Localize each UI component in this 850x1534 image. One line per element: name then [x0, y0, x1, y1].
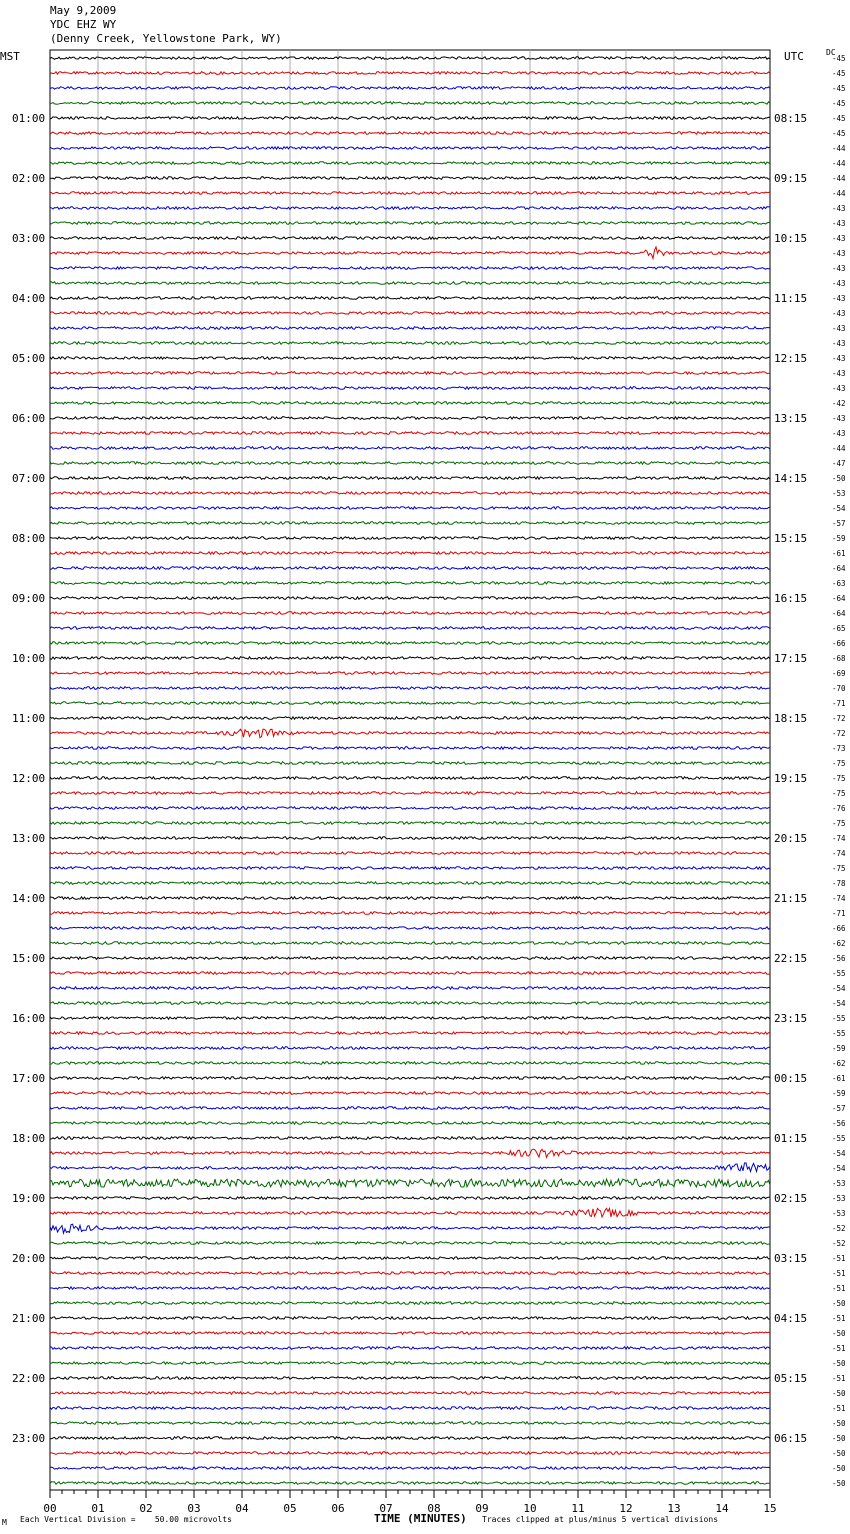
dc-offset-label: -51 — [832, 1314, 846, 1323]
x-tick-label: 03 — [187, 1502, 201, 1515]
hour-label-right: 12:15 — [774, 352, 808, 365]
dc-offset-header: DC — [826, 48, 836, 57]
dc-offset-label: -57 — [832, 519, 846, 528]
dc-offset-label: -50 — [832, 1329, 846, 1338]
dc-offset-label: -71 — [832, 909, 846, 918]
trace-row — [50, 1392, 770, 1395]
trace-row — [50, 657, 770, 660]
dc-offset-label: -78 — [832, 879, 846, 888]
hour-label-right: 17:15 — [774, 652, 808, 665]
trace-row — [50, 492, 770, 495]
trace-row — [50, 207, 770, 210]
trace-row — [50, 342, 770, 345]
dc-offset-label: -42 — [832, 399, 846, 408]
trace-row — [50, 1347, 770, 1350]
corner-mark: M — [2, 1518, 7, 1527]
x-tick-label: 05 — [283, 1502, 297, 1515]
dc-offset-label: -62 — [832, 1059, 846, 1068]
dc-offset-label: -44 — [832, 444, 846, 453]
dc-offset-label: -75 — [832, 819, 846, 828]
trace-row — [50, 927, 770, 930]
dc-offset-label: -63 — [832, 579, 846, 588]
dc-offset-label: -44 — [832, 174, 846, 183]
dc-offset-label: -75 — [832, 759, 846, 768]
minute-grid — [50, 50, 770, 1490]
hour-label-left: 09:00 — [12, 592, 46, 605]
dc-offset-label: -43 — [832, 354, 846, 363]
dc-offset-label: -59 — [832, 1089, 846, 1098]
x-tick-label: 02 — [139, 1502, 153, 1515]
dc-offset-label: -50 — [832, 1434, 846, 1443]
trace-row — [50, 1257, 770, 1260]
dc-offset-label: -43 — [832, 294, 846, 303]
hour-label-left: 03:00 — [12, 232, 46, 245]
trace-row — [50, 987, 770, 990]
dc-offset-label: -64 — [832, 564, 846, 573]
hour-label-left: 15:00 — [12, 952, 46, 965]
trace-row — [50, 837, 770, 840]
hour-label-right: 10:15 — [774, 232, 808, 245]
dc-offset-label: -74 — [832, 894, 846, 903]
hour-label-right: 21:15 — [774, 892, 808, 905]
trace-row — [50, 417, 770, 420]
x-tick-label: 09 — [475, 1502, 489, 1515]
dc-offset-label: -75 — [832, 789, 846, 798]
dc-offset-label: -50 — [832, 1479, 846, 1488]
dc-offset-label: -55 — [832, 1014, 846, 1023]
trace-row — [50, 687, 770, 690]
trace-row — [50, 247, 770, 259]
trace-row — [50, 882, 770, 885]
hour-label-right: 22:15 — [774, 952, 808, 965]
hour-label-right: 20:15 — [774, 832, 808, 845]
x-tick-label: 06 — [331, 1502, 345, 1515]
dc-offset-label: -70 — [832, 684, 846, 693]
hour-label-left: 23:00 — [12, 1432, 46, 1445]
dc-offset-label: -61 — [832, 549, 846, 558]
hour-label-left: 12:00 — [12, 772, 46, 785]
trace-row — [50, 72, 770, 75]
trace-row — [50, 567, 770, 570]
dc-offset-label: -54 — [832, 1164, 846, 1173]
trace-row — [50, 387, 770, 390]
trace-row — [50, 1317, 770, 1320]
trace-row — [50, 522, 770, 525]
trace-row — [50, 447, 770, 450]
trace-row — [50, 357, 770, 360]
trace-row — [50, 1107, 770, 1110]
dc-offset-label: -43 — [832, 429, 846, 438]
trace-row — [50, 612, 770, 615]
dc-offset-label: -57 — [832, 1104, 846, 1113]
trace-row — [50, 1302, 770, 1305]
hour-label-left: 02:00 — [12, 172, 46, 185]
hour-label-right: 01:15 — [774, 1132, 808, 1145]
dc-offset-label: -65 — [832, 624, 846, 633]
dc-offset-label: -75 — [832, 774, 846, 783]
x-axis-title: TIME (MINUTES) — [374, 1512, 467, 1525]
station-label: YDC EHZ WY — [50, 18, 117, 31]
dc-offset-label: -62 — [832, 939, 846, 948]
dc-offset-label: -59 — [832, 534, 846, 543]
trace-row — [50, 192, 770, 195]
hour-label-left: 18:00 — [12, 1132, 46, 1145]
dc-offset-label: -53 — [832, 1209, 846, 1218]
dc-offset-label: -50 — [832, 1299, 846, 1308]
dc-offset-label: -44 — [832, 159, 846, 168]
dc-offset-label: -45 — [832, 99, 846, 108]
dc-offset-label: -51 — [832, 1404, 846, 1413]
trace-row — [50, 1047, 770, 1050]
dc-offset-label: -53 — [832, 1194, 846, 1203]
trace-row — [50, 162, 770, 165]
trace-row — [50, 1149, 770, 1157]
trace-row — [50, 1032, 770, 1035]
trace-row — [50, 87, 770, 90]
dc-offset-label: -75 — [832, 864, 846, 873]
dc-offset-label: -50 — [832, 1389, 846, 1398]
hour-label-left: 14:00 — [12, 892, 46, 905]
dc-offset-label: -52 — [832, 1224, 846, 1233]
hour-label-left: 21:00 — [12, 1312, 46, 1325]
dc-offset-label: -69 — [832, 669, 846, 678]
trace-row — [50, 132, 770, 135]
trace-row — [50, 237, 770, 240]
trace-row — [50, 822, 770, 825]
hour-label-left: 05:00 — [12, 352, 46, 365]
trace-row — [50, 627, 770, 630]
dc-offset-label: -51 — [832, 1254, 846, 1263]
dc-offset-label: -43 — [832, 219, 846, 228]
dc-offset-label: -73 — [832, 744, 846, 753]
clip-note: Traces clipped at plus/minus 5 vertical divisions — [482, 1515, 719, 1524]
trace-row — [50, 702, 770, 705]
hour-label-left: 04:00 — [12, 292, 46, 305]
dc-offset-label: -43 — [832, 264, 846, 273]
hour-label-right: 06:15 — [774, 1432, 808, 1445]
dc-offset-label: -43 — [832, 309, 846, 318]
trace-row — [50, 582, 770, 585]
trace-row — [50, 297, 770, 300]
dc-offset-label: -66 — [832, 639, 846, 648]
trace-row — [50, 1137, 770, 1140]
x-tick-label: 11 — [571, 1502, 585, 1515]
dc-offset-label: -74 — [832, 849, 846, 858]
x-tick-label: 04 — [235, 1502, 249, 1515]
dc-offset-label: -43 — [832, 339, 846, 348]
trace-row — [50, 552, 770, 555]
trace-row — [50, 729, 770, 738]
dc-offset-label: -55 — [832, 1029, 846, 1038]
dc-offset-label: -50 — [832, 1449, 846, 1458]
dc-offset-label: -55 — [832, 969, 846, 978]
trace-row — [50, 327, 770, 330]
hour-label-right: 18:15 — [774, 712, 808, 725]
hour-label-left: 10:00 — [12, 652, 46, 665]
dc-offset-label: -43 — [832, 384, 846, 393]
x-tick-label: 01 — [91, 1502, 105, 1515]
trace-row — [50, 1362, 770, 1365]
x-tick-label: 12 — [619, 1502, 633, 1515]
trace-row — [50, 177, 770, 180]
trace-row — [50, 1092, 770, 1095]
trace-row — [50, 867, 770, 870]
trace-row — [50, 972, 770, 975]
hour-label-left: 11:00 — [12, 712, 46, 725]
trace-row — [50, 672, 770, 675]
hour-label-left: 19:00 — [12, 1192, 46, 1205]
hour-label-left: 06:00 — [12, 412, 46, 425]
trace-row — [50, 1002, 770, 1005]
dc-offset-label: -45 — [832, 114, 846, 123]
trace-row — [50, 597, 770, 600]
date-label: May 9,2009 — [50, 4, 117, 17]
plot-frame — [50, 50, 770, 1490]
dc-offset-label: -56 — [832, 954, 846, 963]
scale-note: Each Vertical Division = 50.00 microvolts — [20, 1515, 232, 1524]
dc-offset-label: -51 — [832, 1269, 846, 1278]
hour-label-right: 13:15 — [774, 412, 808, 425]
hour-label-right: 23:15 — [774, 1012, 808, 1025]
hour-label-right: 00:15 — [774, 1072, 808, 1085]
dc-offset-label: -44 — [832, 144, 846, 153]
trace-row — [50, 1122, 770, 1125]
hour-label-left: 22:00 — [12, 1372, 46, 1385]
hour-label-right: 14:15 — [774, 472, 808, 485]
trace-row — [50, 897, 770, 900]
trace-group — [50, 57, 770, 1485]
dc-offset-label: -54 — [832, 984, 846, 993]
trace-row — [50, 1017, 770, 1020]
right-timezone-label: UTC — [784, 50, 804, 63]
dc-offset-label: -43 — [832, 369, 846, 378]
dc-offset-label: -43 — [832, 324, 846, 333]
dc-offset-label: -50 — [832, 1419, 846, 1428]
hour-label-right: 11:15 — [774, 292, 808, 305]
trace-row — [50, 1077, 770, 1080]
hour-label-right: 02:15 — [774, 1192, 808, 1205]
hour-label-left: 07:00 — [12, 472, 46, 485]
dc-offset-label: -51 — [832, 1344, 846, 1353]
x-tick-label: 15 — [763, 1502, 777, 1515]
hour-label-right: 03:15 — [774, 1252, 808, 1265]
label-group — [12, 54, 846, 1515]
trace-row — [50, 312, 770, 315]
trace-row — [50, 957, 770, 960]
trace-row — [50, 117, 770, 120]
dc-offset-label: -45 — [832, 129, 846, 138]
trace-row — [50, 1163, 770, 1172]
dc-offset-label: -68 — [832, 654, 846, 663]
dc-offset-label: -45 — [832, 69, 846, 78]
dc-offset-label: -54 — [832, 1149, 846, 1158]
dc-offset-label: -51 — [832, 1284, 846, 1293]
trace-row — [50, 282, 770, 285]
hour-label-right: 15:15 — [774, 532, 808, 545]
dc-offset-label: -53 — [832, 1179, 846, 1188]
hour-label-left: 01:00 — [12, 112, 46, 125]
trace-row — [50, 147, 770, 150]
trace-row — [50, 222, 770, 225]
trace-row — [50, 1287, 770, 1290]
dc-offset-label: -43 — [832, 234, 846, 243]
dc-offset-label: -44 — [832, 189, 846, 198]
hour-label-left: 17:00 — [12, 1072, 46, 1085]
trace-row — [50, 1422, 770, 1425]
hour-label-right: 09:15 — [774, 172, 808, 185]
x-tick-label: 10 — [523, 1502, 537, 1515]
dc-offset-label: -59 — [832, 1044, 846, 1053]
dc-offset-label: -64 — [832, 609, 846, 618]
dc-offset-label: -53 — [832, 489, 846, 498]
trace-row — [50, 372, 770, 375]
dc-offset-label: -45 — [832, 54, 846, 63]
dc-offset-label: -43 — [832, 279, 846, 288]
dc-offset-label: -74 — [832, 834, 846, 843]
trace-row — [50, 102, 770, 105]
dc-offset-label: -52 — [832, 1239, 846, 1248]
dc-offset-label: -76 — [832, 804, 846, 813]
dc-offset-label: -51 — [832, 1374, 846, 1383]
trace-row — [50, 477, 770, 480]
x-tick-label: 07 — [379, 1502, 393, 1515]
trace-row — [50, 1437, 770, 1440]
x-tick-label: 13 — [667, 1502, 681, 1515]
x-tick-label: 00 — [43, 1502, 57, 1515]
trace-row — [50, 807, 770, 810]
dc-offset-label: -72 — [832, 729, 846, 738]
dc-offset-label: -64 — [832, 594, 846, 603]
trace-row — [50, 642, 770, 645]
trace-row — [50, 912, 770, 915]
hour-label-right: 05:15 — [774, 1372, 808, 1385]
trace-row — [50, 1272, 770, 1275]
dc-offset-label: -54 — [832, 999, 846, 1008]
dc-offset-label: -61 — [832, 1074, 846, 1083]
hour-label-left: 08:00 — [12, 532, 46, 545]
trace-row — [50, 537, 770, 540]
trace-row — [50, 1197, 770, 1200]
trace-row — [50, 1208, 770, 1217]
dc-offset-label: -50 — [832, 1464, 846, 1473]
dc-offset-label: -45 — [832, 84, 846, 93]
hour-label-right: 08:15 — [774, 112, 808, 125]
trace-row — [50, 267, 770, 270]
trace-row — [50, 1407, 770, 1410]
trace-row — [50, 1332, 770, 1335]
trace-row — [50, 402, 770, 405]
trace-row — [50, 1224, 770, 1233]
trace-row — [50, 762, 770, 765]
hour-label-right: 19:15 — [774, 772, 808, 785]
trace-row — [50, 507, 770, 510]
hour-label-left: 13:00 — [12, 832, 46, 845]
dc-offset-label: -71 — [832, 699, 846, 708]
dc-offset-label: -50 — [832, 1359, 846, 1368]
trace-row — [50, 1482, 770, 1485]
dc-offset-label: -50 — [832, 474, 846, 483]
trace-row — [50, 1242, 770, 1245]
trace-row — [50, 777, 770, 780]
x-tick-label: 14 — [715, 1502, 729, 1515]
trace-row — [50, 717, 770, 720]
hour-label-left: 20:00 — [12, 1252, 46, 1265]
dc-offset-label: -56 — [832, 1119, 846, 1128]
location-label: (Denny Creek, Yellowstone Park, WY) — [50, 32, 282, 45]
hour-label-right: 16:15 — [774, 592, 808, 605]
trace-row — [50, 1452, 770, 1455]
trace-row — [50, 432, 770, 435]
dc-offset-label: -47 — [832, 459, 846, 468]
dc-offset-label: -66 — [832, 924, 846, 933]
trace-row — [50, 57, 770, 60]
dc-offset-label: -43 — [832, 414, 846, 423]
dc-offset-label: -43 — [832, 204, 846, 213]
hour-label-right: 04:15 — [774, 1312, 808, 1325]
trace-row — [50, 852, 770, 855]
dc-offset-label: -55 — [832, 1134, 846, 1143]
dc-offset-label: -72 — [832, 714, 846, 723]
trace-row — [50, 1062, 770, 1065]
dc-offset-label: -54 — [832, 504, 846, 513]
trace-row — [50, 747, 770, 750]
trace-row — [50, 1179, 770, 1187]
trace-row — [50, 942, 770, 945]
trace-row — [50, 1467, 770, 1470]
trace-row — [50, 462, 770, 465]
left-timezone-label: MST — [0, 50, 20, 63]
dc-offset-label: -43 — [832, 249, 846, 258]
x-tick-label: 08 — [427, 1502, 441, 1515]
trace-row — [50, 1377, 770, 1380]
trace-row — [50, 792, 770, 795]
hour-label-left: 16:00 — [12, 1012, 46, 1025]
